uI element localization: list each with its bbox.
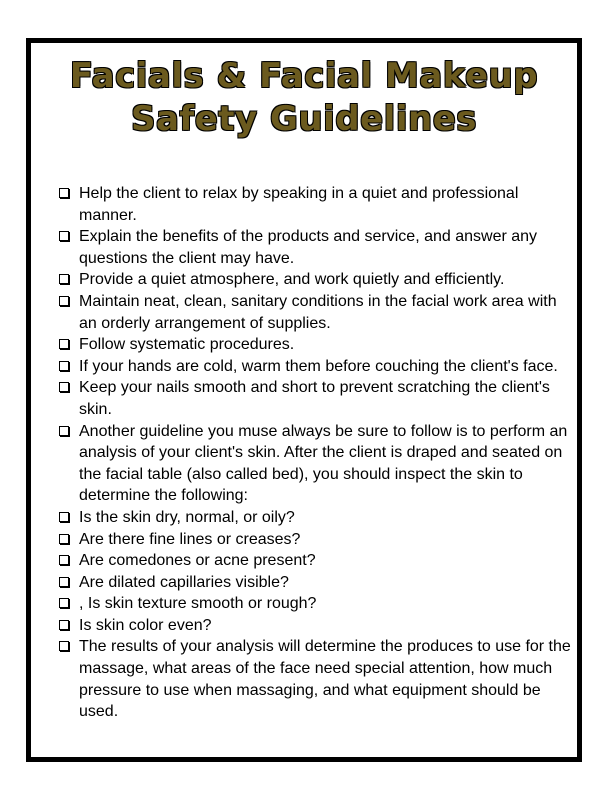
checkbox-bullet-icon [59, 426, 69, 436]
list-item-text: Help the client to relax by speaking in a quiet and professional manner. [79, 185, 519, 224]
checkbox-bullet-icon [59, 512, 69, 522]
list-item [57, 183, 577, 226]
list-item [57, 507, 577, 529]
checkbox-bullet-icon [59, 296, 69, 306]
list-item [57, 593, 577, 615]
list-item [57, 615, 577, 637]
list-item [57, 226, 577, 269]
list-item-text: Maintain neat, clean, sanitary conditions in the facial work area with an orderly arrangement of supplies. [79, 292, 557, 332]
list-item-text: Are comedones or acne present? [79, 552, 316, 570]
title-line-2: Safety Guidelines [130, 99, 477, 139]
guidelines-list [57, 183, 577, 723]
checkbox-bullet-icon [59, 577, 69, 587]
checkbox-bullet-icon [59, 555, 69, 565]
list-item [57, 269, 577, 291]
list-item [57, 529, 577, 551]
title-line-1: Facials & Facial Makeup [69, 56, 539, 96]
list-item-text: Is skin color even? [79, 616, 212, 634]
list-item-text: Follow systematic procedures. [79, 336, 295, 354]
checkbox-bullet-icon [59, 620, 69, 630]
checkbox-bullet-icon [59, 382, 69, 392]
checkbox-bullet-icon [59, 274, 69, 284]
list-item [57, 421, 577, 507]
list-item [57, 636, 577, 722]
list-item [57, 572, 577, 594]
checkbox-bullet-icon [59, 339, 69, 349]
list-item-text: The results of your analysis will determine the produces to use for the massage, what areas of the face need special attention, how much pressure to use when massaging, and what equipment should be used. [79, 638, 571, 721]
list-item-text: , Is skin texture smooth or rough? [79, 595, 317, 613]
list-item [57, 550, 577, 572]
list-item-text: Explain the benefits of the products and service, and answer any questions the client may have. [79, 228, 538, 267]
page-border [26, 38, 582, 762]
list-item-text: Provide a quiet atmosphere, and work quietly and efficiently. [79, 271, 505, 289]
checkbox-bullet-icon [59, 598, 69, 608]
list-item [57, 356, 577, 378]
list-item [57, 291, 577, 334]
list-item-text: Are dilated capillaries visible? [79, 573, 289, 591]
list-item [57, 334, 577, 356]
checkbox-bullet-icon [59, 188, 69, 198]
checkbox-bullet-icon [59, 361, 69, 371]
list-item-text: If your hands are cold, warm them before couching the client's face. [79, 357, 558, 375]
checkbox-bullet-icon [59, 534, 69, 544]
list-item-text: Is the skin dry, normal, or oily? [79, 508, 295, 526]
checkbox-bullet-icon [59, 641, 69, 651]
list-item-text: Another guideline you muse always be sure to follow is to perform an analysis of your client's skin. After the client is draped and seated on the facial table (also called bed), you should inspect the skin to determine the following: [79, 422, 568, 505]
page-title [31, 55, 577, 141]
list-item-text: Are there fine lines or creases? [79, 530, 301, 548]
list-item-text: Keep your nails smooth and short to prevent scratching the client's skin. [79, 379, 550, 418]
checkbox-bullet-icon [59, 231, 69, 241]
list-item [57, 377, 577, 420]
